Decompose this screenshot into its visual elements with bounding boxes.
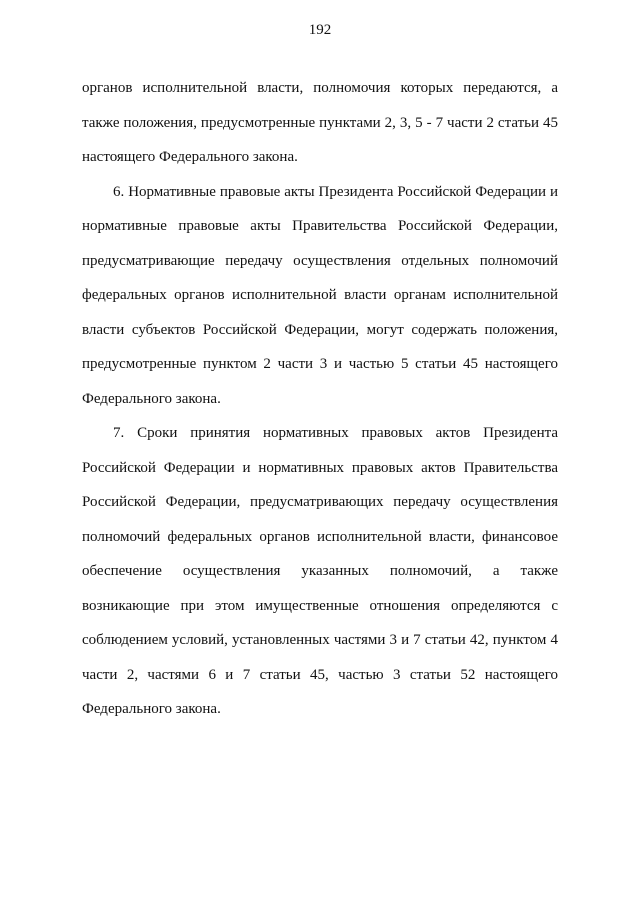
text-line: федеральных органов исполнительной власти органам исполнительной (82, 287, 558, 303)
text-line: полномочий федеральных органов исполнительной власти, финансовое (82, 528, 558, 545)
text-line: предусмотренные пунктом 2 части 3 и частью 5 статьи 45 настоящего (82, 356, 558, 372)
text-line: соблюдением условий, установленных частями 3 и 7 статьи 42, пунктом 4 (82, 632, 558, 648)
paragraph-7 (82, 416, 558, 727)
text-line: настоящего Федерального закона. (82, 149, 298, 165)
text-line: власти субъектов Российской Федерации, могут содержать положения, (82, 321, 558, 338)
text-line: Федерального закона. (82, 390, 221, 407)
text-line: обеспечение осуществления указанных полномочий, а также (82, 563, 558, 579)
text-line: нормативные правовые акты Правительства Российской Федерации, (82, 218, 558, 234)
text-line: 6. Нормативные правовые акты Президента Российской Федерации и (113, 183, 558, 200)
text-line: предусматривающие передачу осуществления отдельных полномочий (82, 252, 558, 269)
page-number: 192 (308, 22, 332, 38)
text-line: Российской Федерации и нормативных правовых актов Правительства (82, 459, 558, 476)
text-line: органов исполнительной власти, полномочия которых передаются, а (82, 80, 558, 96)
text-line: возникающие при этом имущественные отношения определяются с (82, 597, 558, 614)
text-line: части 2, частями 6 и 7 статьи 45, частью 3 статьи 52 настоящего (82, 666, 558, 683)
document-body (82, 71, 558, 727)
text-line: Российской Федерации, предусматривающих передачу осуществления (82, 494, 558, 510)
paragraph-continuation (82, 71, 558, 175)
paragraph-6 (82, 175, 558, 417)
text-line: Федерального закона. (82, 701, 221, 717)
text-line: также положения, предусмотренные пунктами 2, 3, 5 - 7 части 2 статьи 45 (82, 114, 558, 131)
text-line: 7. Сроки принятия нормативных правовых актов Президента (113, 425, 558, 441)
